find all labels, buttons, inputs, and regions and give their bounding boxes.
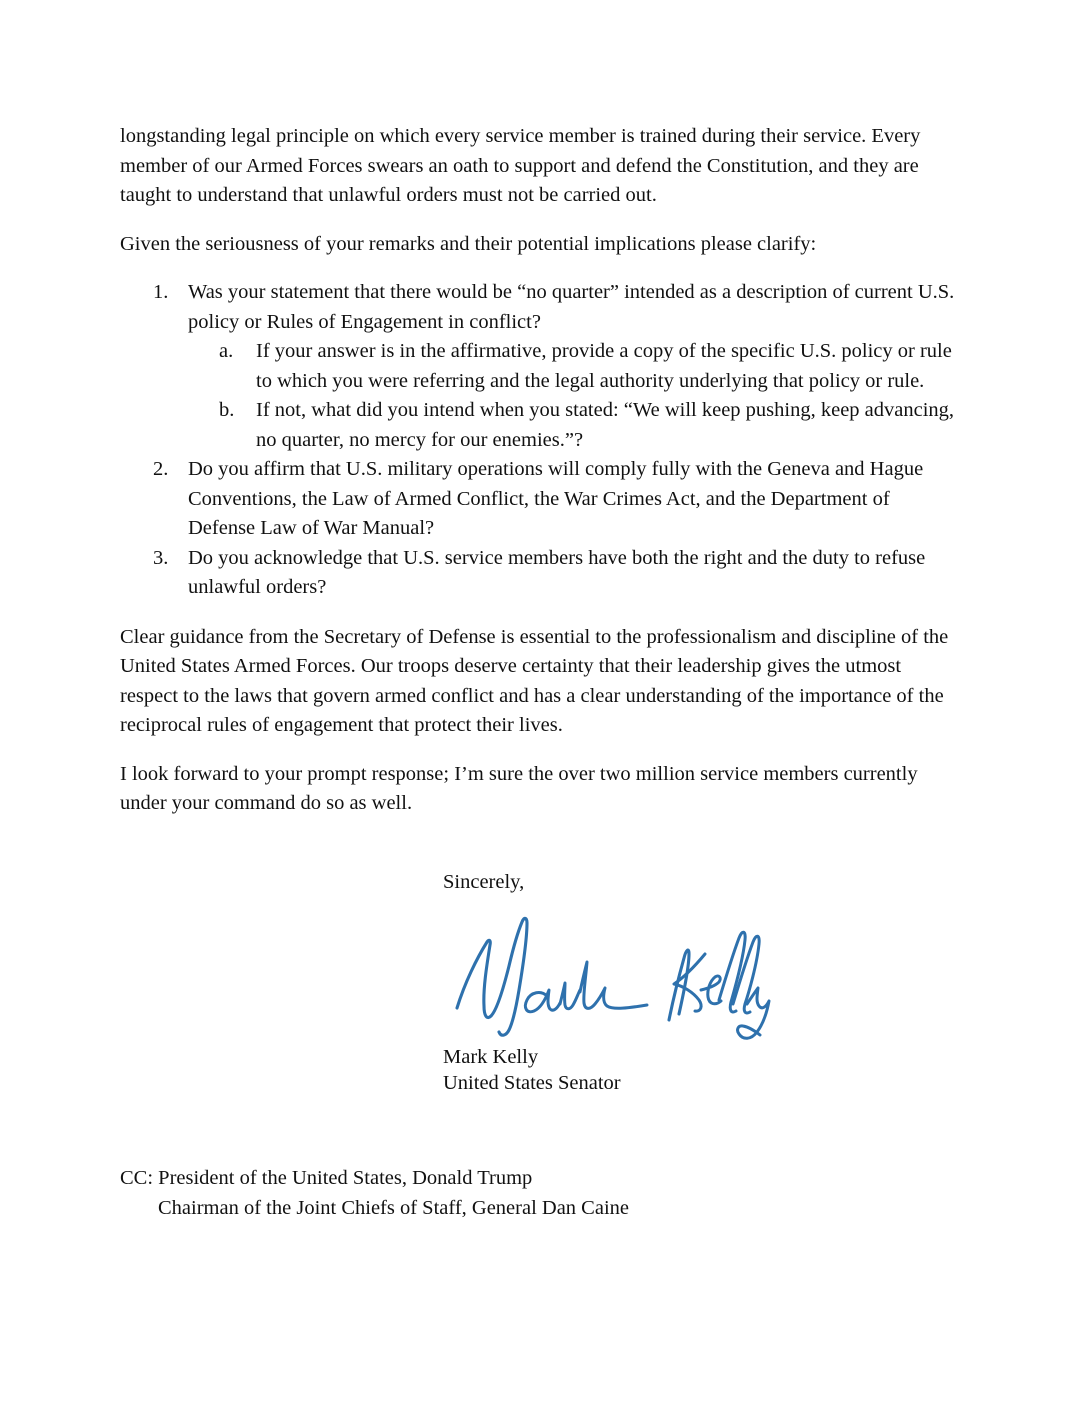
closing-salutation: Sincerely,: [443, 871, 525, 893]
paragraph-request-clarify: Given the seriousness of your remarks and their potential implications please clarify:: [120, 232, 817, 255]
signature-image: [443, 904, 773, 1044]
question-item-2: [120, 455, 961, 544]
cc-recipient-president: CC: President of the United States, Donald Trump: [120, 1167, 533, 1189]
sub-question-text-1b: If not, what did you intend when you stated: “We will keep pushing, keep advancing, no quarter, no mercy for our enemies.”?: [256, 399, 955, 451]
list-marker-2: 2.: [153, 458, 169, 480]
question-text-1: Was your statement that there would be “no quarter” intended as a description of current U.S. policy or Rules of Engagement in conflict?: [188, 281, 955, 333]
handwritten-signature-icon: [443, 904, 773, 1044]
question-text-2: Do you affirm that U.S. military operations will comply fully with the Geneva and Hague Conventions, the Law of Armed Conflict, the War Crimes Act, and the Department of Defense Law of War Manual?: [188, 458, 924, 539]
list-marker-1b: b.: [219, 399, 235, 421]
numbered-question-list: [120, 278, 961, 603]
letter-body: [120, 122, 961, 819]
paragraph-continuation: longstanding legal principle on which every service member is trained during their service. Every member of our Armed Forces swears an oath to support and defend the Constitution, and they are taught to understand that unlawful orders must not be carried out.: [120, 125, 921, 206]
list-marker-3: 3.: [153, 546, 169, 569]
closing-block: [443, 868, 963, 1096]
sub-question-item-1a: [188, 337, 961, 396]
paragraph-clear-guidance: Clear guidance from the Secretary of Defense is essential to the professionalism and discipline of the United States Armed Forces. Our troops deserve certainty that their leadership gives the utmost respect to the laws that govern armed conflict and has a clear understanding of the importance of the reciprocal rules of engagement that protect their lives.: [120, 625, 949, 736]
list-marker-1: 1.: [153, 281, 169, 303]
sub-question-text-1a: If your answer is in the affirmative, provide a copy of the specific U.S. policy or rule to which you were referring and the legal authority underlying that policy or rule.: [256, 340, 952, 392]
cc-recipient-chairman: Chairman of the Joint Chiefs of Staff, General Dan Caine: [158, 1197, 629, 1219]
sub-question-list-1: [188, 337, 961, 455]
paragraph-look-forward: I look forward to your prompt response; I’m sure the over two million service members currently under your command do so as well.: [120, 762, 918, 814]
list-marker-1a: a.: [219, 340, 234, 362]
sub-question-item-1b: [188, 396, 961, 455]
signer-title: United States Senator: [443, 1072, 621, 1094]
question-text-3: Do you acknowledge that U.S. service members have both the right and the duty to refuse unlawful orders?: [188, 546, 926, 598]
cc-block: [120, 1163, 961, 1223]
question-item-3: [120, 544, 961, 603]
signer-name: Mark Kelly: [443, 1046, 539, 1068]
question-item-1: [120, 278, 961, 455]
